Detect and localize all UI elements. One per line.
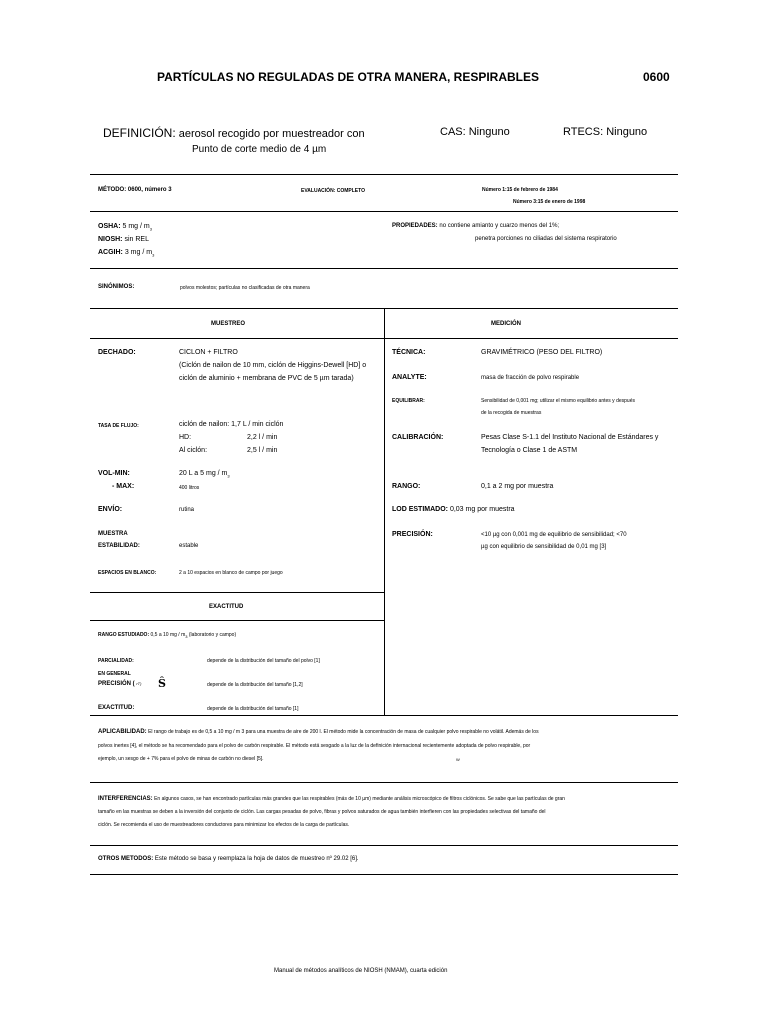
sampler-line-3: ciclón de aluminio + membrana de PVC de 5 µm tarada) [179,375,354,382]
applicability-note: W [456,757,460,762]
balance-line-2: de la recogida de muestras [481,410,542,416]
definition-text: aerosol recogido por muestreador con [178,128,365,140]
technique-label: TÉCNICA: [392,349,426,356]
precision-line-1: <10 µg con 0,001 mg de equilibrio de sensibilidad; <70 [481,532,627,538]
section-sampling: MUESTREO [211,321,246,327]
studied-range [98,632,236,639]
stability-label-1: MUESTRA [98,531,128,537]
vol-max-label: - MAX: [112,483,135,490]
cas-number: CAS: Ninguno [440,126,510,138]
calibration-line-2: Tecnología o Clase 1 de ASTM [481,447,578,454]
vol-min-value: 20 L a 5 mg / m [179,470,228,477]
definition [103,126,365,140]
acgih-limit [98,249,154,257]
niosh-label: NIOSH: [98,236,123,243]
lod-label: LOD ESTIMADO: [392,506,448,513]
s-hat-glyph: Ŝ [158,677,166,690]
interferences-line-2: tamaño en las muestras se deben a la inversión del conjunto de ciclón. Las cargas pesadas de polvo, fibras y polvos saturados de agua también interfieren con las propiedades selectivas del tamaño del [98,809,546,815]
issue-1: Número 1:15 de febrero de 1984 [482,187,558,193]
method-code: 0600 [643,70,670,84]
calibration-label: CALIBRACIÓN: [392,434,444,441]
section-accuracy: EXACTITUD [209,604,244,610]
osha-sub: 3 [149,226,152,232]
lod [392,506,515,513]
blanks-label: ESPACIOS EN BLANCO: [98,570,157,576]
studied-range-label: RANGO ESTUDIADO: [98,632,150,638]
issue-2: Número 3:15 de enero de 1998 [513,199,586,205]
divider [90,620,384,621]
osha-value: 5 mg / m [122,223,150,230]
interferences-line-1 [98,796,565,802]
synonyms-value: polvos molestos; partículas no clasificadas de otra manera [180,285,310,291]
other-methods [98,856,359,862]
rtecs-number: RTECS: Ninguno [563,126,648,138]
precision-label: PRECISIÓN: [392,531,433,538]
divider [90,268,678,269]
accuracy-label: EXACTITUD: [98,705,135,711]
vol-min-label: VOL-MIN: [98,470,130,477]
applicability-line-2: polvos inertes [4], el método se ha recomendado para el polvo de carbón respirable. El método está sesgado a la luz de la definición internacional recientemente adoptada de polvo respirable, por [98,743,531,749]
footer: Manual de métodos analíticos de NIOSH (NMAM), cuarta edición [274,968,448,974]
precision-line-2: µg con equilibrio de sensibilidad de 0,01 mg [3] [481,544,607,550]
sampler-line-2: (Ciclón de nailon de 10 mm, ciclón de Higgins-Dewell [HD] o [179,362,367,369]
technique-value: GRAVIMÉTRICO (PESO DEL FILTRO) [481,349,603,356]
sampler-line-1: CICLON + FILTRO [179,349,238,356]
interferences-label: INTERFERENCIAS: [98,796,153,802]
applicability-label: APLICABILIDAD: [98,729,147,735]
evaluation-label: EVALUACIÓN: COMPLETO [301,188,365,194]
flow-al-value: 2,5 l / min [247,447,278,454]
acgih-label: ACGIH: [98,249,123,256]
blanks-value: 2 a 10 espacios en blanco de campo por juego [179,570,283,576]
acgih-value: 3 mg / m [124,249,153,256]
stability-label-2: ESTABILIDAD: [98,543,140,549]
range-value: 0,1 a 2 mg por muestra [481,483,554,490]
stability-value: estable [179,543,199,549]
method-label: MÉTODO: 0600, número 3 [98,187,172,193]
overall-label-2: PRECISIÓN ( [98,681,135,687]
shipment-label: ENVÍO: [98,506,123,513]
interferences-line-3: ciclón. Se recomienda el uso de muestreadores conductores para minimizar los efectos de la carga de partículas. [98,822,350,828]
lod-value: 0,03 mg por muestra [449,506,515,513]
range-label: RANGO: [392,483,421,490]
vol-max-value: 400 litros [179,485,200,491]
accuracy-value: depende de la distribución del tamaño [1] [207,706,299,712]
section-measurement: MEDICIÓN [491,321,521,327]
vol-min [179,470,230,478]
niosh-value: sin REL [124,236,149,243]
osha-limit [98,223,152,231]
flow-hd-value: 2,2 l / min [247,434,278,441]
divider [90,211,678,212]
properties-value-2: penetra porciones no ciliadas del sistema respiratorio [475,236,617,242]
properties-label: PROPIEDADES: [392,223,438,229]
applicability-text-1: El rango de trabajo es de 0,5 a 10 mg / m 3 para una muestra de aire de 200 l. El método mide la concentración de masa de cualquier polvo respirable no volátil. Además de los [148,729,539,735]
divider [90,874,678,875]
balance-line-1: Sensibilidad de 0,001 mg; utilizar el mismo equilibrio antes y después [481,398,635,404]
acgih-sub: 3 [152,252,155,258]
interferences-text-1: En algunos casos, se han encontrado partículas más grandes que las respirables (más de 10 µm) mediante análisis microscópico de filtros ciclónicos. Se sabe que las partículas de gran [154,796,565,802]
divider [90,845,678,846]
flow-hd-label: HD: [179,434,192,441]
analyte-value: masa de fracción de polvo respirable [481,375,580,381]
definition-text-2: Punto de corte medio de 4 µm [192,144,327,155]
definition-label: DEFINICIÓN: [103,126,176,140]
other-methods-label: OTROS METODOS: [98,856,154,862]
applicability-line-3: ejemplo, un sesgo de + 7% para el polvo de minas de carbón no diesel [5]. [98,756,264,762]
applicability-line-1 [98,729,539,735]
properties [392,223,559,229]
flow-line-1: ciclón de nailon: 1,7 L / min ciclón [179,421,284,428]
calibration-line-1: Pesas Clase S-1.1 del Instituto Nacional de Estándares y [481,434,659,441]
divider [90,592,384,593]
page-title: PARTÍCULAS NO REGULADAS DE OTRA MANERA, RESPIRABLES [157,70,540,84]
studied-range-tail: (laboratorio y campo) [188,632,237,638]
overall-label-1: EN GENERAL [98,671,131,677]
niosh-limit [98,236,149,243]
synonyms-label: SINÓNIMOS: [98,284,135,290]
balance-label: EQUILIBRAR: [392,398,425,404]
vol-min-sub: 3 [227,473,230,479]
overall-precision [98,681,141,687]
properties-value-1: no contiene amianto y cuarzo menos del 1%; [439,223,560,229]
osha-label: OSHA: [98,223,121,230]
divider [90,782,678,783]
other-methods-value: Este método se basa y reemplaza la hoja de datos de muestreo nº 29.02 [6]. [154,856,359,862]
flow-al-label: Al ciclón: [179,447,208,454]
overall-symbol: rT) [136,681,142,686]
overall-value: depende de la distribución del tamaño [1,2] [207,682,303,688]
bias-label: PARCIALIDAD: [98,658,134,664]
studied-range-sub: 3 [185,634,188,639]
sampler-label: DECHADO: [98,349,136,356]
shipment-value: rutina [179,507,195,513]
bias-value: depende de la distribución del tamaño del polvo [1] [207,658,320,664]
divider [90,715,678,716]
divider [90,174,678,175]
flow-label: TASA DE FLUJO: [98,423,139,429]
column-divider [384,309,385,715]
analyte-label: ANALYTE: [392,374,427,381]
studied-range-value: 0,5 a 10 mg / m [150,632,186,638]
